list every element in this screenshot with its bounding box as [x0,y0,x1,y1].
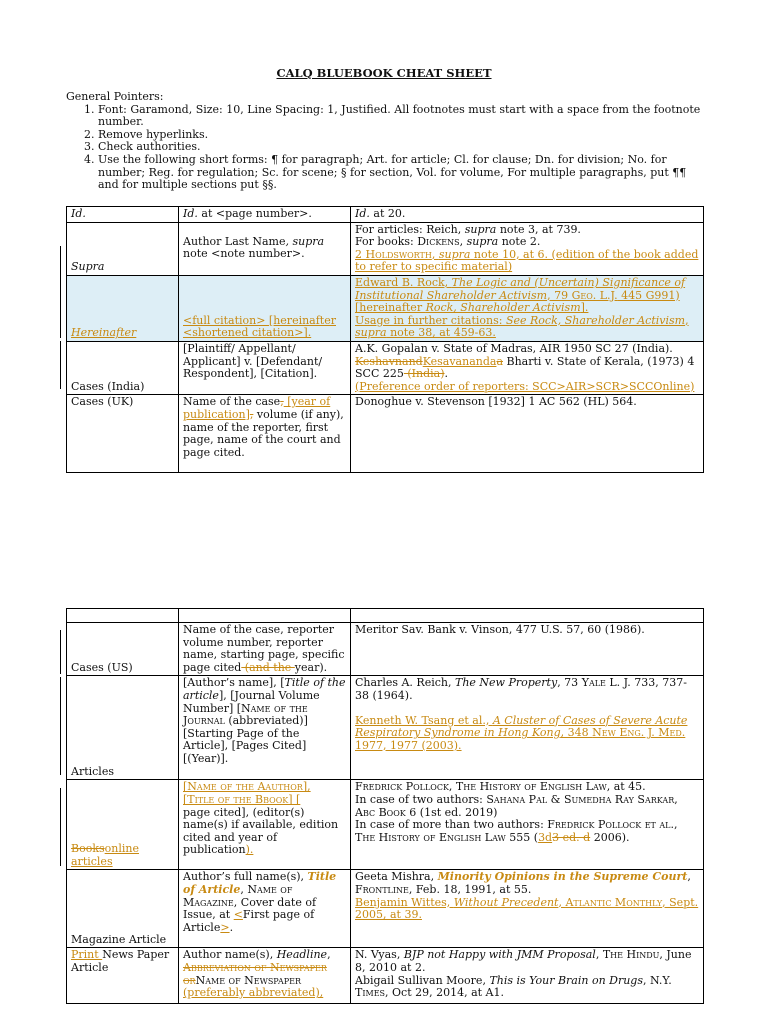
row-label: Cases (India) [67,341,179,394]
table-row [67,676,704,780]
format-cell: Author Last Name, supra note <note number>. [179,222,351,275]
row-label: Magazine Article [67,870,179,948]
change-bar [60,630,61,674]
example-cell: Meritor Sav. Bank v. Vinson, 477 U.S. 57, 60 (1986). [351,623,704,676]
example-cell: A.K. Gopalan v. State of Madras, AIR 1950 SC 27 (India). KeshavnandKesavanandaa Bharti v. State of Kerala, (1973) 4 SCC 225 (India). (Preference order of reporters: SCC>AIR>SCR>SCCOnline) [351,341,704,394]
format-cell: Name of the case, reporter volume number, reporter name, starting page, specific page cited (and the year). [179,623,351,676]
pointers-intro: General Pointers: [66,90,164,103]
empty-cell [179,609,351,623]
pointer-item: 3. Check authorities. [98,141,706,154]
row-label: Cases (US) [67,623,179,676]
change-bar [60,290,61,338]
empty-cell [351,609,704,623]
example-cell: Edward B. Rock, The Logic and (Uncertain) Significance of Institutional Shareholder Activism, 79 Geo. L.J. 445 G991) [hereinafter Rock, Shareholder Activism]. Usage in further citations: See Rock, Shareholder Activism, supra note 38, at 459-63. [351,275,704,341]
table-row [67,207,704,223]
format-cell: Author name(s), Headline, Abbreviation of Newspaper orName of Newspaper (preferably abbreviated), [179,948,351,1004]
empty-cell [67,609,179,623]
row-label: Supra [67,222,179,275]
row-label: Articles [67,676,179,780]
format-cell: [Name of the Aauthor], [Title of the Bbook] [ page cited], (editor(s) name(s) if available, edition cited and year of publication). [179,780,351,870]
row-label: Id. [67,207,179,223]
citation-table-2 [66,608,704,1004]
example-cell: Charles A. Reich, The New Property, 73 Yale L. J. 733, 737-38 (1964). Kenneth W. Tsang et al., A Cluster of Cases of Severe Acute Respiratory Syndrome in Hong Kong, 348 New Eng. J. Med. 1977, 1977 (2003). [351,676,704,780]
format-cell: [Plaintiff/ Appellant/ Applicant] v. [Defendant/ Respondent], [Citation]. [179,341,351,394]
table-row [67,948,704,1004]
document-title: CALQ BLUEBOOK CHEAT SHEET [276,66,492,80]
pointer-item: 4. Use the following short forms: ¶ for paragraph; Art. for article; Cl. for clause; Dn. for division; No. for number; Reg. for regulation; Sc. for scene; § for section, Vol. for volume, For multiple paragraphs, put ¶¶ and for multiple sections put §§. [98,154,706,192]
format-cell: [Author’s name], [Title of the article], [Journal Volume Number] [Name of the Journal (abbreviated)] [Starting Page of the Article], [Pages Cited] [(Year)]. [179,676,351,780]
row-label: Hereinafter [67,275,179,341]
format-cell: Name of the case, [year of publication], volume (if any), name of the reporter, first page, name of the court and page cited. [179,395,351,473]
change-bar [60,788,61,866]
table-row [67,780,704,870]
general-pointers [66,91,706,192]
example-cell: Donoghue v. Stevenson [1932] 1 AC 562 (HL) 564. [351,395,704,473]
table-row [67,341,704,394]
example-cell: Geeta Mishra, Minority Opinions in the Supreme Court, Frontline, Feb. 18, 1991, at 55. Benjamin Wittes, Without Precedent, Atlantic Monthly, Sept. 2005, at 39. [351,870,704,948]
change-bar [60,677,61,775]
pointer-item: 2. Remove hyperlinks. [98,129,706,142]
example-cell: Id. at 20. [351,207,704,223]
format-cell: Id. at <page number>. [179,207,351,223]
citation-table-1 [66,206,704,473]
table-row [67,623,704,676]
format-cell: <full citation> [hereinafter <shortened citation>]. [179,275,351,341]
change-bar [60,341,61,389]
pointer-item: 1. Font: Garamond, Size: 10, Line Spacing: 1, Justified. All footnotes must start with a space from the footnote number. [98,104,706,129]
change-bar [60,246,61,290]
pointers-list [66,104,706,192]
example-cell: Fredrick Pollock, The History of English Law, at 45. In case of two authors: Sahana Pal & Sumedha Ray Sarkar, Abc Book 6 (1st ed. 2019) In case of more than two authors: Fredrick Pollock et al., The History of English Law 555 (3d3 ed. d 2006). [351,780,704,870]
table-row [67,870,704,948]
row-label: Print News Paper Article [67,948,179,1004]
table-row [67,395,704,473]
row-label: Booksonline articles [67,780,179,870]
table-row [67,222,704,275]
example-cell: N. Vyas, BJP not Happy with JMM Proposal, The Hindu, June 8, 2010 at 2. Abigail Sullivan Moore, This is Your Brain on Drugs, N.Y. Times, Oct 29, 2014, at A1. [351,948,704,1004]
row-label: Cases (UK) [67,395,179,473]
table-row [67,275,704,341]
table-row [67,609,704,623]
format-cell: Author’s full name(s), Title of Article, Name of Magazine, Cover date of Issue, at <First page of Article>. [179,870,351,948]
example-cell: For articles: Reich, supra note 3, at 739. For books: Dickens, supra note 2. 2 Holdsworth, supra note 10, at 6. (edition of the book added to refer to specific material) [351,222,704,275]
